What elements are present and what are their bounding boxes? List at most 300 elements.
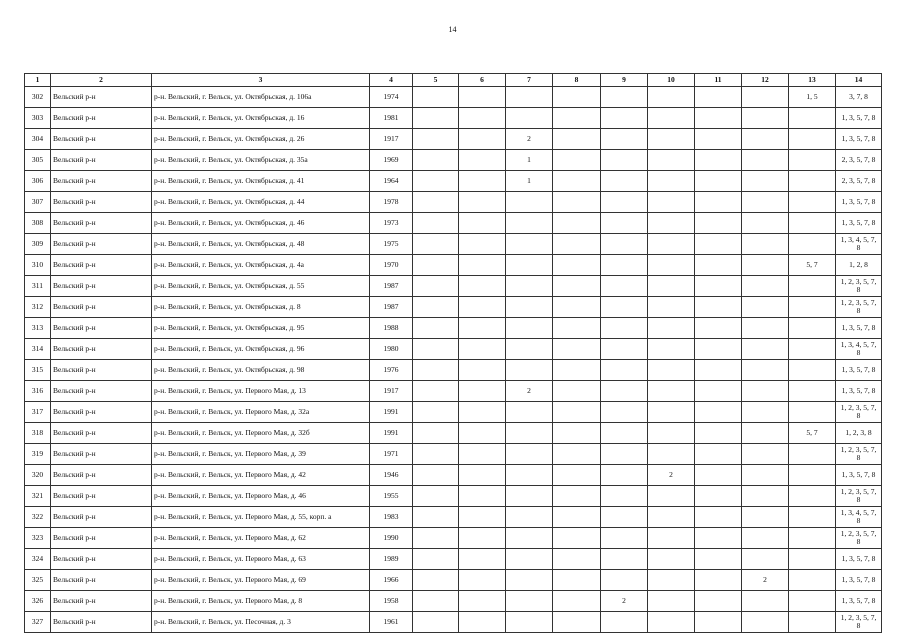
cell-col-1: 312 (25, 297, 51, 318)
cell-col-11 (695, 612, 742, 633)
cell-col-2: Вельский р-н (51, 339, 152, 360)
cell-col-2: Вельский р-н (51, 297, 152, 318)
cell-col-13: 5, 7 (789, 423, 836, 444)
cell-col-7 (506, 318, 553, 339)
cell-col-4: 1917 (370, 129, 413, 150)
cell-col-1: 322 (25, 507, 51, 528)
cell-col-7 (506, 213, 553, 234)
cell-col-7 (506, 549, 553, 570)
cell-col-1: 305 (25, 150, 51, 171)
cell-col-8 (553, 528, 601, 549)
cell-col-14: 1, 3, 5, 7, 8 (836, 381, 882, 402)
cell-col-7 (506, 87, 553, 108)
cell-col-3: р-н. Вельский, г. Вельск, ул. Первого Мая, д. 39 (152, 444, 370, 465)
cell-col-4: 1955 (370, 486, 413, 507)
cell-col-8 (553, 318, 601, 339)
cell-col-2: Вельский р-н (51, 129, 152, 150)
cell-col-13: 1, 5 (789, 87, 836, 108)
cell-col-9 (601, 171, 648, 192)
cell-col-12 (742, 297, 789, 318)
cell-col-3: р-н. Вельский, г. Вельск, ул. Октябрьская, д. 44 (152, 192, 370, 213)
column-header-3: 3 (152, 74, 370, 87)
table-row (25, 486, 882, 507)
cell-col-7 (506, 192, 553, 213)
cell-col-10 (648, 444, 695, 465)
cell-col-9 (601, 570, 648, 591)
table-row (25, 150, 882, 171)
cell-col-8 (553, 444, 601, 465)
cell-col-11 (695, 402, 742, 423)
cell-col-3: р-н. Вельский, г. Вельск, ул. Октябрьская, д. 4а (152, 255, 370, 276)
cell-col-5 (413, 213, 459, 234)
cell-col-1: 326 (25, 591, 51, 612)
cell-col-11 (695, 297, 742, 318)
table-row (25, 612, 882, 633)
cell-col-14: 1, 3, 5, 7, 8 (836, 213, 882, 234)
cell-col-1: 304 (25, 129, 51, 150)
cell-col-1: 324 (25, 549, 51, 570)
cell-col-2: Вельский р-н (51, 192, 152, 213)
cell-col-7 (506, 612, 553, 633)
cell-col-12 (742, 612, 789, 633)
cell-col-4: 1917 (370, 381, 413, 402)
cell-col-9 (601, 402, 648, 423)
cell-col-6 (459, 318, 506, 339)
cell-col-6 (459, 507, 506, 528)
cell-col-1: 311 (25, 276, 51, 297)
cell-col-3: р-н. Вельский, г. Вельск, ул. Первого Мая, д. 8 (152, 591, 370, 612)
cell-col-14: 2, 3, 5, 7, 8 (836, 171, 882, 192)
cell-col-8 (553, 465, 601, 486)
cell-col-14: 1, 2, 3, 5, 7, 8 (836, 402, 882, 423)
cell-col-5 (413, 255, 459, 276)
cell-col-8 (553, 192, 601, 213)
cell-col-2: Вельский р-н (51, 528, 152, 549)
page-number: 14 (448, 25, 457, 34)
cell-col-8 (553, 213, 601, 234)
table-row (25, 234, 882, 255)
cell-col-13 (789, 276, 836, 297)
cell-col-4: 1991 (370, 423, 413, 444)
cell-col-12 (742, 465, 789, 486)
cell-col-2: Вельский р-н (51, 591, 152, 612)
cell-col-13 (789, 297, 836, 318)
cell-col-5 (413, 150, 459, 171)
cell-col-8 (553, 276, 601, 297)
cell-col-8 (553, 591, 601, 612)
cell-col-9 (601, 276, 648, 297)
cell-col-13 (789, 150, 836, 171)
cell-col-8 (553, 171, 601, 192)
cell-col-7 (506, 570, 553, 591)
cell-col-14: 1, 3, 5, 7, 8 (836, 591, 882, 612)
cell-col-8 (553, 234, 601, 255)
cell-col-1: 317 (25, 402, 51, 423)
table-row (25, 591, 882, 612)
cell-col-4: 1969 (370, 150, 413, 171)
cell-col-8 (553, 150, 601, 171)
cell-col-5 (413, 402, 459, 423)
cell-col-8 (553, 381, 601, 402)
cell-col-7 (506, 108, 553, 129)
cell-col-2: Вельский р-н (51, 570, 152, 591)
cell-col-3: р-н. Вельский, г. Вельск, ул. Первого Мая, д. 13 (152, 381, 370, 402)
cell-col-12 (742, 108, 789, 129)
cell-col-7 (506, 591, 553, 612)
cell-col-13 (789, 549, 836, 570)
cell-col-3: р-н. Вельский, г. Вельск, ул. Октябрьская, д. 35а (152, 150, 370, 171)
cell-col-10 (648, 129, 695, 150)
cell-col-10 (648, 318, 695, 339)
cell-col-2: Вельский р-н (51, 318, 152, 339)
cell-col-11 (695, 129, 742, 150)
cell-col-5 (413, 276, 459, 297)
cell-col-14: 3, 7, 8 (836, 87, 882, 108)
cell-col-5 (413, 549, 459, 570)
cell-col-2: Вельский р-н (51, 87, 152, 108)
column-header-7: 7 (506, 74, 553, 87)
cell-col-3: р-н. Вельский, г. Вельск, ул. Октябрьская, д. 55 (152, 276, 370, 297)
cell-col-10 (648, 423, 695, 444)
cell-col-6 (459, 444, 506, 465)
cell-col-10 (648, 360, 695, 381)
cell-col-9 (601, 255, 648, 276)
cell-col-3: р-н. Вельский, г. Вельск, ул. Первого Мая, д. 42 (152, 465, 370, 486)
cell-col-11 (695, 423, 742, 444)
cell-col-4: 1964 (370, 171, 413, 192)
cell-col-6 (459, 171, 506, 192)
cell-col-11 (695, 318, 742, 339)
cell-col-12 (742, 549, 789, 570)
cell-col-3: р-н. Вельский, г. Вельск, ул. Октябрьская, д. 16 (152, 108, 370, 129)
cell-col-14: 1, 2, 3, 5, 7, 8 (836, 528, 882, 549)
cell-col-14: 1, 3, 5, 7, 8 (836, 465, 882, 486)
cell-col-1: 318 (25, 423, 51, 444)
cell-col-6 (459, 339, 506, 360)
column-header-9: 9 (601, 74, 648, 87)
cell-col-4: 1987 (370, 276, 413, 297)
cell-col-9 (601, 507, 648, 528)
table-row (25, 528, 882, 549)
cell-col-9: 2 (601, 591, 648, 612)
table-row (25, 87, 882, 108)
cell-col-13 (789, 339, 836, 360)
cell-col-7 (506, 423, 553, 444)
cell-col-7 (506, 486, 553, 507)
cell-col-2: Вельский р-н (51, 486, 152, 507)
cell-col-9 (601, 381, 648, 402)
cell-col-3: р-н. Вельский, г. Вельск, ул. Первого Мая, д. 63 (152, 549, 370, 570)
cell-col-4: 1987 (370, 297, 413, 318)
cell-col-9 (601, 87, 648, 108)
cell-col-1: 325 (25, 570, 51, 591)
cell-col-13 (789, 192, 836, 213)
cell-col-10 (648, 276, 695, 297)
cell-col-12 (742, 444, 789, 465)
cell-col-7: 2 (506, 381, 553, 402)
cell-col-7 (506, 444, 553, 465)
cell-col-4: 1946 (370, 465, 413, 486)
cell-col-11 (695, 171, 742, 192)
cell-col-11 (695, 255, 742, 276)
cell-col-6 (459, 276, 506, 297)
cell-col-12 (742, 192, 789, 213)
cell-col-13 (789, 507, 836, 528)
cell-col-2: Вельский р-н (51, 381, 152, 402)
cell-col-2: Вельский р-н (51, 444, 152, 465)
cell-col-12 (742, 381, 789, 402)
cell-col-13 (789, 591, 836, 612)
cell-col-11 (695, 528, 742, 549)
cell-col-6 (459, 108, 506, 129)
cell-col-5 (413, 360, 459, 381)
cell-col-8 (553, 87, 601, 108)
cell-col-6 (459, 486, 506, 507)
cell-col-1: 306 (25, 171, 51, 192)
cell-col-1: 314 (25, 339, 51, 360)
cell-col-13 (789, 318, 836, 339)
cell-col-12: 2 (742, 570, 789, 591)
cell-col-7: 2 (506, 129, 553, 150)
cell-col-3: р-н. Вельский, г. Вельск, ул. Первого Мая, д. 62 (152, 528, 370, 549)
cell-col-13 (789, 402, 836, 423)
cell-col-14: 1, 3, 5, 7, 8 (836, 108, 882, 129)
cell-col-7 (506, 297, 553, 318)
cell-col-5 (413, 591, 459, 612)
cell-col-11 (695, 507, 742, 528)
cell-col-6 (459, 255, 506, 276)
cell-col-10 (648, 570, 695, 591)
cell-col-8 (553, 339, 601, 360)
cell-col-13 (789, 570, 836, 591)
cell-col-2: Вельский р-н (51, 255, 152, 276)
cell-col-5 (413, 486, 459, 507)
cell-col-8 (553, 255, 601, 276)
cell-col-8 (553, 507, 601, 528)
table-row (25, 255, 882, 276)
cell-col-12 (742, 213, 789, 234)
cell-col-5 (413, 129, 459, 150)
cell-col-2: Вельский р-н (51, 612, 152, 633)
cell-col-10 (648, 213, 695, 234)
cell-col-1: 323 (25, 528, 51, 549)
table-row (25, 318, 882, 339)
cell-col-6 (459, 213, 506, 234)
cell-col-11 (695, 591, 742, 612)
cell-col-14: 1, 2, 3, 5, 7, 8 (836, 444, 882, 465)
cell-col-14: 1, 2, 3, 5, 7, 8 (836, 486, 882, 507)
cell-col-9 (601, 234, 648, 255)
cell-col-13 (789, 528, 836, 549)
cell-col-2: Вельский р-н (51, 402, 152, 423)
cell-col-9 (601, 612, 648, 633)
cell-col-13 (789, 444, 836, 465)
cell-col-13 (789, 108, 836, 129)
table-row (25, 171, 882, 192)
cell-col-8 (553, 423, 601, 444)
cell-col-2: Вельский р-н (51, 360, 152, 381)
cell-col-2: Вельский р-н (51, 423, 152, 444)
cell-col-5 (413, 507, 459, 528)
cell-col-13 (789, 129, 836, 150)
cell-col-11 (695, 276, 742, 297)
cell-col-12 (742, 171, 789, 192)
cell-col-10 (648, 612, 695, 633)
cell-col-7: 1 (506, 171, 553, 192)
column-header-5: 5 (413, 74, 459, 87)
cell-col-5 (413, 381, 459, 402)
cell-col-9 (601, 339, 648, 360)
cell-col-7 (506, 360, 553, 381)
table-row (25, 465, 882, 486)
cell-col-6 (459, 381, 506, 402)
table-row (25, 297, 882, 318)
cell-col-14: 1, 2, 3, 5, 7, 8 (836, 612, 882, 633)
cell-col-4: 1975 (370, 234, 413, 255)
cell-col-4: 1958 (370, 591, 413, 612)
table-row (25, 423, 882, 444)
cell-col-14: 1, 3, 5, 7, 8 (836, 360, 882, 381)
cell-col-11 (695, 108, 742, 129)
cell-col-6 (459, 528, 506, 549)
cell-col-14: 2, 3, 5, 7, 8 (836, 150, 882, 171)
cell-col-6 (459, 402, 506, 423)
cell-col-12 (742, 486, 789, 507)
cell-col-1: 319 (25, 444, 51, 465)
cell-col-4: 1991 (370, 402, 413, 423)
cell-col-12 (742, 591, 789, 612)
cell-col-10 (648, 339, 695, 360)
cell-col-3: р-н. Вельский, г. Вельск, ул. Первого Мая, д. 55, корп. а (152, 507, 370, 528)
cell-col-11 (695, 570, 742, 591)
cell-col-11 (695, 360, 742, 381)
cell-col-6 (459, 423, 506, 444)
header-row (25, 74, 882, 87)
table-row (25, 213, 882, 234)
cell-col-10 (648, 381, 695, 402)
cell-col-2: Вельский р-н (51, 465, 152, 486)
table-row (25, 339, 882, 360)
cell-col-3: р-н. Вельский, г. Вельск, ул. Октябрьская, д. 26 (152, 129, 370, 150)
cell-col-3: р-н. Вельский, г. Вельск, ул. Октябрьская, д. 48 (152, 234, 370, 255)
cell-col-3: р-н. Вельский, г. Вельск, ул. Октябрьская, д. 106а (152, 87, 370, 108)
cell-col-7 (506, 402, 553, 423)
cell-col-2: Вельский р-н (51, 150, 152, 171)
cell-col-5 (413, 234, 459, 255)
cell-col-9 (601, 549, 648, 570)
cell-col-10 (648, 528, 695, 549)
cell-col-5 (413, 465, 459, 486)
cell-col-10: 2 (648, 465, 695, 486)
cell-col-1: 307 (25, 192, 51, 213)
cell-col-12 (742, 423, 789, 444)
cell-col-11 (695, 192, 742, 213)
cell-col-10 (648, 549, 695, 570)
cell-col-14: 1, 3, 5, 7, 8 (836, 129, 882, 150)
cell-col-14: 1, 3, 4, 5, 7, 8 (836, 507, 882, 528)
cell-col-13 (789, 171, 836, 192)
cell-col-2: Вельский р-н (51, 507, 152, 528)
cell-col-12 (742, 507, 789, 528)
cell-col-9 (601, 444, 648, 465)
cell-col-14: 1, 3, 5, 7, 8 (836, 192, 882, 213)
cell-col-11 (695, 465, 742, 486)
cell-col-1: 320 (25, 465, 51, 486)
cell-col-2: Вельский р-н (51, 213, 152, 234)
cell-col-13 (789, 360, 836, 381)
cell-col-11 (695, 549, 742, 570)
cell-col-8 (553, 612, 601, 633)
cell-col-4: 1974 (370, 87, 413, 108)
cell-col-12 (742, 528, 789, 549)
cell-col-11 (695, 213, 742, 234)
cell-col-10 (648, 591, 695, 612)
table-row (25, 381, 882, 402)
cell-col-14: 1, 3, 5, 7, 8 (836, 570, 882, 591)
cell-col-6 (459, 192, 506, 213)
cell-col-5 (413, 108, 459, 129)
cell-col-12 (742, 129, 789, 150)
cell-col-6 (459, 465, 506, 486)
cell-col-11 (695, 87, 742, 108)
register-table (24, 73, 882, 633)
cell-col-3: р-н. Вельский, г. Вельск, ул. Октябрьская, д. 46 (152, 213, 370, 234)
cell-col-6 (459, 570, 506, 591)
cell-col-12 (742, 234, 789, 255)
cell-col-9 (601, 297, 648, 318)
cell-col-3: р-н. Вельский, г. Вельск, ул. Октябрьская, д. 8 (152, 297, 370, 318)
cell-col-10 (648, 486, 695, 507)
cell-col-5 (413, 444, 459, 465)
cell-col-1: 321 (25, 486, 51, 507)
cell-col-7 (506, 528, 553, 549)
table-row (25, 570, 882, 591)
cell-col-10 (648, 192, 695, 213)
table-row (25, 402, 882, 423)
cell-col-9 (601, 213, 648, 234)
cell-col-10 (648, 402, 695, 423)
cell-col-4: 1976 (370, 360, 413, 381)
table-row (25, 192, 882, 213)
cell-col-14: 1, 2, 8 (836, 255, 882, 276)
cell-col-3: р-н. Вельский, г. Вельск, ул. Октябрьская, д. 96 (152, 339, 370, 360)
cell-col-7 (506, 465, 553, 486)
cell-col-9 (601, 129, 648, 150)
cell-col-2: Вельский р-н (51, 108, 152, 129)
cell-col-7 (506, 255, 553, 276)
cell-col-5 (413, 423, 459, 444)
cell-col-5 (413, 171, 459, 192)
cell-col-14: 1, 2, 3, 5, 7, 8 (836, 297, 882, 318)
cell-col-8 (553, 108, 601, 129)
cell-col-1: 316 (25, 381, 51, 402)
table-row (25, 276, 882, 297)
cell-col-4: 1981 (370, 108, 413, 129)
cell-col-11 (695, 486, 742, 507)
cell-col-4: 1973 (370, 213, 413, 234)
cell-col-10 (648, 171, 695, 192)
cell-col-4: 1970 (370, 255, 413, 276)
cell-col-11 (695, 234, 742, 255)
cell-col-9 (601, 108, 648, 129)
cell-col-9 (601, 486, 648, 507)
cell-col-9 (601, 360, 648, 381)
cell-col-1: 309 (25, 234, 51, 255)
cell-col-6 (459, 297, 506, 318)
cell-col-14: 1, 2, 3, 8 (836, 423, 882, 444)
cell-col-7 (506, 276, 553, 297)
cell-col-12 (742, 87, 789, 108)
